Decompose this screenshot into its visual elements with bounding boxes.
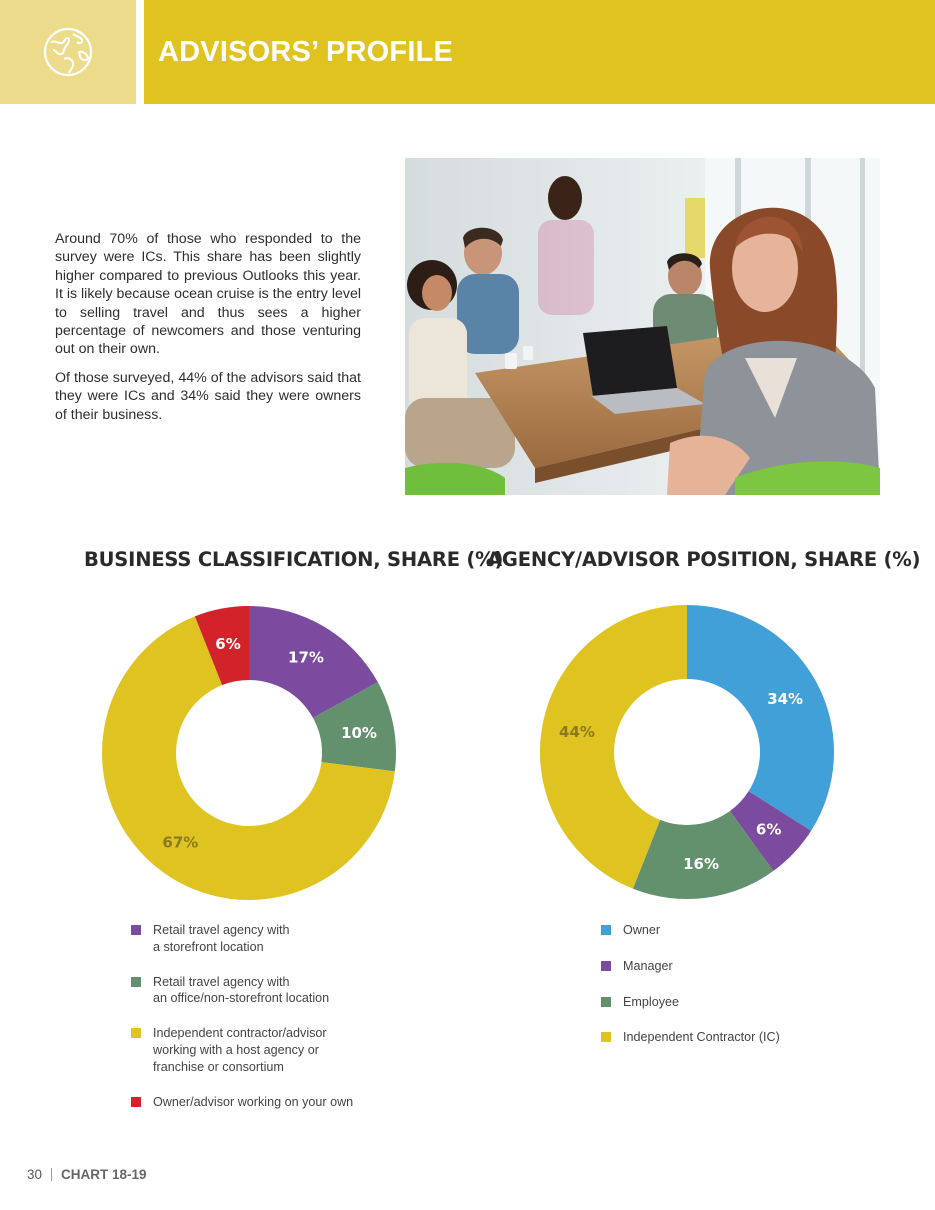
donut-label-manager: 6%: [755, 820, 782, 839]
legend-swatch: [131, 925, 141, 935]
legend-swatch: [601, 925, 611, 935]
legend-label-line: Retail travel agency with: [153, 923, 290, 937]
business-classification-legend: [131, 922, 353, 1128]
intro-paragraph-2: Of those surveyed, 44% of the advisors said that they were ICs and 34% said they were owners of their business.: [55, 369, 361, 423]
page-title: ADVISORS’ PROFILE: [158, 36, 454, 68]
globe-icon: [42, 26, 94, 78]
donut-label-independent-contractor-ic: 44%: [559, 723, 595, 742]
page-number: 30: [27, 1167, 43, 1182]
legend-label-line: a storefront location: [153, 939, 264, 954]
page-footer: [27, 1167, 147, 1182]
legend-label-line: Owner/advisor working on your own: [153, 1094, 354, 1109]
legend-label-line: working with a host agency or: [153, 1042, 319, 1057]
donut-label-employee: 16%: [683, 855, 719, 874]
legend-label-line: an office/non-storefront location: [153, 991, 330, 1006]
legend-swatch: [601, 1032, 611, 1042]
legend-item-owner: [601, 922, 780, 939]
legend-swatch: [601, 997, 611, 1007]
legend-label-line: Manager: [623, 958, 673, 973]
chart-title-business-classification: BUSINESS CLASSIFICATION, SHARE (%): [84, 548, 504, 571]
legend-label-line: franchise or consortium: [153, 1059, 284, 1074]
legend-swatch: [131, 1097, 141, 1107]
donut-label-independent-contractor-advisor-working-with-a-host-agency-or-franchise-or-consortium: 67%: [162, 833, 199, 852]
header-icon-block: [0, 0, 136, 104]
legend-label-line: Owner: [623, 923, 661, 937]
intro-text: [55, 230, 361, 434]
legend-swatch: [601, 961, 611, 971]
legend-label-line: Employee: [623, 994, 680, 1009]
donut-slice-owner: [687, 605, 834, 831]
donut-label-retail-travel-agency-with-an-office-non-storefront-location: 10%: [341, 724, 377, 743]
legend-label-line: Independent Contractor (IC): [623, 1030, 780, 1045]
donut-label-retail-travel-agency-with-a-storefront-location: 17%: [288, 648, 324, 667]
office-photo: [405, 158, 880, 495]
legend-item-manager: [601, 958, 780, 975]
legend-label-line: Retail travel agency with: [153, 974, 290, 989]
donut-label-owner: 34%: [767, 690, 804, 709]
footer-divider: [51, 1168, 52, 1181]
advisor-position-donut-chart: [538, 603, 836, 901]
publication-name: CHART 18-19: [61, 1167, 147, 1182]
business-classification-donut-chart: [100, 604, 398, 902]
header-bar: [144, 0, 935, 104]
legend-item-independent-contractor-advisor-working-with-a-host-agency-or-franchise-or-consortium: [131, 1025, 353, 1075]
donut-label-owner-advisor-working-on-your-own: 6%: [215, 634, 241, 653]
legend-item-retail-travel-agency-with-an-office-non-storefront-location: [131, 974, 353, 1008]
legend-item-retail-travel-agency-with-a-storefront-location: [131, 922, 353, 956]
legend-swatch: [131, 977, 141, 987]
legend-swatch: [131, 1028, 141, 1038]
legend-label-line: Independent contractor/advisor: [153, 1026, 327, 1041]
advisor-position-legend: [601, 922, 780, 1065]
legend-item-employee: [601, 994, 780, 1011]
legend-item-independent-contractor-ic: [601, 1029, 780, 1046]
legend-item-owner-advisor-working-on-your-own: [131, 1094, 353, 1111]
intro-paragraph-1: Around 70% of those who responded to the survey were ICs. This share has been slightly higher compared to previous Outlooks this year. It is likely because ocean cruise is the entry level to selling travel and thus sees a higher percentage of newcomers and those venturing out on their own.: [55, 231, 361, 358]
chart-title-advisor-position: AGENCY/ADVISOR POSITION, SHARE (%): [487, 548, 921, 571]
